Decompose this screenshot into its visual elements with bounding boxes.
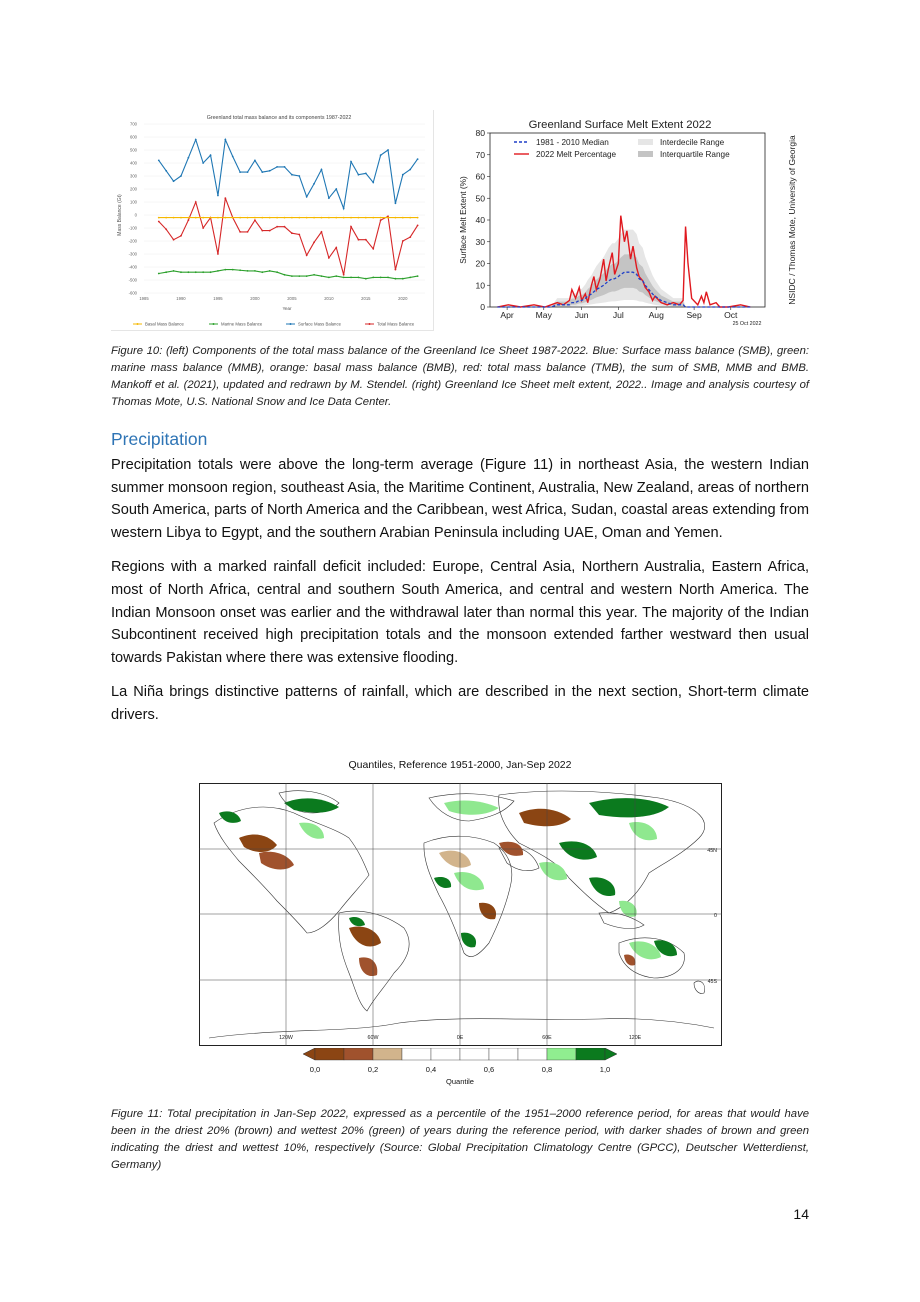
mb-xtick-label: 2020 — [398, 296, 408, 301]
basal-mass-balance-point — [269, 217, 271, 219]
total-mass-balance-point — [195, 201, 197, 203]
lon-label-120w: 120W — [279, 1035, 293, 1041]
basal-mass-balance-point — [165, 217, 167, 219]
melt-title: Greenland Surface Melt Extent 2022 — [528, 119, 712, 131]
marine-mass-balance-point — [158, 273, 160, 275]
basal-mass-balance-point — [239, 217, 241, 219]
mb-xtick-label: 1985 — [139, 296, 149, 301]
marine-mass-balance-point — [217, 270, 219, 272]
surface-mass-balance-point — [343, 208, 345, 210]
marine-mass-balance-point — [328, 277, 330, 279]
melt-legend-label: 2022 Melt Percentage — [536, 150, 617, 159]
basal-mass-balance-point — [380, 217, 382, 219]
melt-ylabel: Surface Melt Extent (%) — [458, 176, 468, 264]
total-mass-balance-point — [395, 269, 397, 271]
colorbar-svg — [300, 1048, 624, 1088]
melt-ytick-label: 30 — [475, 236, 485, 247]
paragraph-3: La Niña brings distinctive patterns of rainfall, which are described in the next section, Short-term climate drivers. — [111, 684, 809, 723]
basal-mass-balance-point — [417, 217, 419, 219]
total-mass-balance-point — [224, 197, 226, 199]
melt-legend — [514, 138, 730, 159]
surface-mass-balance-point — [395, 202, 397, 204]
marine-mass-balance-point — [187, 271, 189, 273]
mb-ytick-label: 400 — [130, 160, 137, 166]
surface-mass-balance-point — [173, 180, 175, 182]
lat-label-45s: 45S — [707, 979, 717, 985]
melt-credit: NSIDC / Thomas Mote, University of Georgia — [787, 135, 797, 305]
basal-mass-balance-point — [217, 217, 219, 219]
total-mass-balance-point — [409, 236, 411, 238]
total-mass-balance-point — [306, 254, 308, 256]
melt-xtick-label: Apr — [500, 310, 514, 320]
total-mass-balance-line — [159, 198, 418, 275]
lat-label-45n: 45N — [707, 848, 717, 854]
surface-mass-balance-point — [261, 171, 263, 173]
surface-mass-balance-point — [291, 174, 293, 176]
mb-ytick-label: -600 — [128, 290, 137, 296]
figure-11-map — [199, 783, 722, 1046]
total-mass-balance-point — [269, 230, 271, 232]
marine-mass-balance-point — [276, 271, 278, 273]
basal-mass-balance-point — [195, 217, 197, 219]
basal-mass-balance-point — [276, 217, 278, 219]
mb-xtick-label: 2015 — [361, 296, 371, 301]
basal-mass-balance-point — [298, 217, 300, 219]
total-mass-balance-point — [202, 227, 204, 229]
marine-mass-balance-point — [321, 275, 323, 277]
surface-mass-balance-point — [328, 197, 330, 199]
total-mass-balance-point — [350, 226, 352, 228]
basal-mass-balance-point — [254, 217, 256, 219]
mb-ytick-label: -300 — [128, 251, 137, 257]
melt-ytick-label: 70 — [475, 149, 485, 160]
mb-legend-label: Basal Mass Balance — [145, 321, 184, 327]
total-mass-balance-point — [261, 230, 263, 232]
mb-xtick-label: 2005 — [287, 296, 297, 301]
mb-xtick-label: 2000 — [250, 296, 260, 301]
basal-mass-balance-point — [158, 217, 160, 219]
colorbar-tick-1: 0,2 — [367, 1065, 379, 1074]
marine-mass-balance-point — [409, 277, 411, 279]
colorbar-segment — [431, 1048, 460, 1060]
lon-label-0e: 0E — [456, 1035, 464, 1041]
colorbar-segment — [576, 1048, 605, 1060]
mb-xtick-label: 2010 — [324, 296, 334, 301]
figure-10-caption-label: Figure 10 — [111, 345, 160, 357]
surface-mass-balance-point — [313, 183, 315, 185]
melt-ytick-label: 40 — [475, 215, 485, 225]
surface-mass-balance-point — [239, 171, 241, 173]
colorbar-tick-2: 0,4 — [425, 1065, 437, 1074]
surface-mass-balance-point — [321, 169, 323, 171]
precipitation-map — [199, 783, 722, 1046]
melt-xtick-label: Sep — [686, 310, 702, 320]
marine-mass-balance-line — [159, 270, 418, 279]
mb-legend-marker — [290, 323, 292, 325]
basal-mass-balance-point — [224, 217, 226, 219]
surface-mass-balance-point — [254, 160, 256, 162]
surface-mass-balance-point — [165, 170, 167, 172]
colorbar-segment — [373, 1048, 402, 1060]
total-mass-balance-point — [247, 231, 249, 233]
surface-mass-balance-point — [276, 166, 278, 168]
basal-mass-balance-point — [210, 217, 212, 219]
basal-mass-balance-point — [387, 217, 389, 219]
surface-mass-balance-point — [298, 175, 300, 177]
melt-date-label: 25 Oct 2022 — [732, 321, 762, 327]
mb-ytick-label: 0 — [134, 212, 137, 218]
mb-ytick-label: -400 — [128, 264, 137, 270]
colorbar-segment — [315, 1048, 344, 1060]
colorbar-tick-3: 0,6 — [483, 1065, 495, 1074]
figure-11-colorbar — [300, 1048, 624, 1088]
colorbar-tick-0: 0,0 — [309, 1065, 321, 1074]
surface-mass-balance-point — [358, 174, 360, 176]
basal-mass-balance-point — [321, 217, 323, 219]
melt-xtick-label: Jun — [574, 310, 589, 320]
paragraph-2: Regions with a marked rainfall deficit included: Europe, Central Asia, Northern Australia, Eastern Africa, most of North Africa, central and southern South America, and central and western North America. The Indian Monsoon onset was earlier and the withdrawal later than normal this year. The majority of the Indian Subcontinent received high precipitation totals and the monsoon extended farther westward then usual towards Pakistan where there was extensive flooding. — [111, 559, 809, 666]
mb-legend-marker — [137, 323, 139, 325]
surface-mass-balance-point — [180, 175, 182, 177]
lat-label-0: 0 — [714, 913, 717, 919]
total-mass-balance-point — [417, 225, 419, 227]
surface-mass-balance-point — [158, 160, 160, 162]
total-mass-balance-point — [358, 239, 360, 241]
surface-mass-balance-point — [284, 166, 286, 168]
marine-mass-balance-point — [224, 269, 226, 271]
figure-10-caption-text: : (left) Components of the total mass balance of the Greenland Ice Sheet 1987-2022. Blue: Surface mass balance (SMB), green: marine mass balance (MMB), orange: basal mass balance (BMB), red: total mass balance (TMB), the sum of SMB, MMB and BMB. Mankoff et al. (2021), updated and redrawn by M. Stendel. (right) Greenland Ice Sheet melt extent, 2022.. Image and analysis courtesy of Thomas Mote, U.S. National Snow and Ice Data Center. — [111, 345, 809, 408]
total-mass-balance-point — [180, 235, 182, 237]
marine-mass-balance-point — [269, 270, 271, 272]
basal-mass-balance-point — [247, 217, 249, 219]
marine-mass-balance-point — [387, 277, 389, 279]
figure-10-caption — [111, 343, 809, 411]
mass-balance-legend — [133, 322, 415, 327]
basal-mass-balance-point — [313, 217, 315, 219]
marine-mass-balance-point — [306, 275, 308, 277]
melt-ytick-label: 10 — [475, 280, 485, 291]
basal-mass-balance-point — [335, 217, 337, 219]
melt-ytick-label: 60 — [475, 171, 485, 182]
basal-mass-balance-point — [232, 217, 234, 219]
marine-mass-balance-point — [195, 271, 197, 273]
total-mass-balance-point — [291, 232, 293, 234]
surface-mass-balance-point — [195, 139, 197, 141]
surface-mass-balance-point — [187, 157, 189, 159]
lon-label-120e: 120E — [628, 1035, 642, 1041]
total-mass-balance-point — [372, 248, 374, 250]
mb-legend-label: Surface Mass Balance — [298, 321, 341, 327]
marine-mass-balance-point — [232, 269, 234, 271]
figure-10-left-panel — [111, 110, 434, 331]
marine-mass-balance-point — [173, 270, 175, 272]
section-body — [111, 454, 809, 727]
surface-mass-balance-point — [387, 149, 389, 151]
melt-xtick-label: Aug — [648, 310, 664, 320]
mass-balance-title: Greenland total mass balance and its components 1987-2022 — [206, 115, 352, 121]
marine-mass-balance-point — [365, 278, 367, 280]
melt-ytick-label: 80 — [475, 128, 485, 138]
melt-legend-swatch — [638, 139, 653, 145]
mb-ytick-label: 200 — [130, 186, 137, 192]
mb-ytick-label: -500 — [128, 277, 137, 283]
melt-legend-label: Interquartile Range — [660, 150, 730, 159]
surface-mass-balance-point — [335, 188, 337, 190]
melt-ytick-label: 20 — [475, 258, 485, 269]
surface-mass-balance-point — [210, 154, 212, 156]
marine-mass-balance-point — [313, 274, 315, 276]
mb-legend-label: Marine Mass Balance — [221, 321, 263, 327]
melt-legend-swatch — [638, 151, 653, 157]
melt-legend-label: Interdecile Range — [660, 138, 725, 147]
mb-ytick-label: -200 — [128, 238, 137, 244]
total-mass-balance-point — [380, 219, 382, 221]
total-mass-balance-point — [165, 228, 167, 230]
lon-label-60e: 60E — [542, 1035, 552, 1041]
basal-mass-balance-point — [409, 217, 411, 219]
melt-extent-chart — [452, 112, 808, 332]
surface-mass-balance-point — [372, 182, 374, 184]
colorbar-tick-4: 0,8 — [541, 1065, 553, 1074]
total-mass-balance-point — [158, 221, 160, 223]
mass-balance-chart — [111, 110, 433, 330]
colorbar-segments — [303, 1048, 617, 1060]
colorbar-segment — [402, 1048, 431, 1060]
marine-mass-balance-point — [202, 271, 204, 273]
marine-mass-balance-point — [298, 275, 300, 277]
surface-mass-balance-point — [247, 171, 249, 173]
total-mass-balance-point — [321, 231, 323, 233]
mb-xtick-label: 1990 — [176, 296, 186, 301]
total-mass-balance-point — [335, 247, 337, 249]
surface-mass-balance-point — [224, 139, 226, 141]
total-mass-balance-point — [276, 226, 278, 228]
total-mass-balance-point — [313, 241, 315, 243]
surface-mass-balance-point — [380, 154, 382, 156]
basal-mass-balance-point — [358, 217, 360, 219]
melt-xtick-label: Jul — [612, 310, 624, 320]
mb-legend-marker — [213, 323, 215, 325]
mb-ytick-label: 700 — [130, 121, 137, 127]
basal-mass-balance-point — [187, 217, 189, 219]
total-mass-balance-point — [402, 240, 404, 242]
mb-ytick-label: 300 — [130, 173, 137, 179]
basal-mass-balance-point — [402, 217, 404, 219]
marine-mass-balance-point — [210, 271, 212, 273]
marine-mass-balance-point — [291, 275, 293, 277]
colorbar-label: Quantile — [446, 1077, 474, 1086]
mass-balance-grid — [129, 122, 425, 302]
marine-mass-balance-point — [417, 275, 419, 277]
mb-legend-marker — [369, 323, 371, 325]
melt-xtick-label: Oct — [724, 310, 738, 320]
mb-ytick-label: -100 — [128, 225, 137, 231]
mb-ytick-label: 500 — [130, 147, 137, 153]
figure-11-caption: Figure 11: Total precipitation in Jan-Sep 2022, expressed as a percentile of the 1951–2000 reference period, for areas that would have been in the driest 20% (brown) and wettest 20% (green) of years during the reference period, with darker shades of brown and green indicating the driest and wettest 10%, respectively (Source: Global Precipitation Climatology Centre (GPCC), Deutscher Wetterdienst, Germany) — [111, 1108, 809, 1171]
marine-mass-balance-point — [343, 277, 345, 279]
total-mass-balance-point — [217, 253, 219, 255]
marine-mass-balance-point — [247, 270, 249, 272]
basal-mass-balance-point — [365, 217, 367, 219]
surface-mass-balance-point — [306, 196, 308, 198]
surface-mass-balance-point — [269, 170, 271, 172]
paragraph-1: Precipitation totals were above the long-term average (Figure 11) in northeast Asia, the western Indian summer monsoon region, southeast Asia, the Maritime Continent, Australia, New Zealand, areas of northern South America, parts of North America and the Caribbean, west Africa, Sudan, coastal areas extending from western Libya to Egypt, and the southern Arabian Peninsula including UAE, Oman and Yemen. — [111, 457, 809, 541]
marine-mass-balance-point — [350, 277, 352, 279]
marine-mass-balance-point — [239, 269, 241, 271]
page-number: 14 — [793, 1206, 809, 1222]
basal-mass-balance-point — [372, 217, 374, 219]
melt-xtick-label: May — [535, 310, 552, 320]
total-mass-balance-point — [254, 219, 256, 221]
mb-xtick-label: 1995 — [213, 296, 223, 301]
colorbar-segment — [547, 1048, 576, 1060]
total-mass-balance-point — [343, 274, 345, 276]
melt-ytick-label: 0 — [480, 302, 485, 312]
total-mass-balance-point — [284, 226, 286, 228]
surface-mass-balance-point — [402, 174, 404, 176]
mass-balance-xlabel: Year — [282, 306, 292, 311]
marine-mass-balance-point — [380, 277, 382, 279]
basal-mass-balance-point — [306, 217, 308, 219]
total-mass-balance-point — [239, 231, 241, 233]
figure-11-title: Quantiles, Reference 1951-2000, Jan-Sep 2022 — [348, 759, 572, 771]
basal-mass-balance-point — [202, 217, 204, 219]
total-mass-balance-point — [187, 219, 189, 221]
mass-balance-ylabel: Mass Balance (Gt) — [117, 194, 123, 236]
colorbar-ticks — [310, 1065, 610, 1086]
colorbar-min-arrow — [303, 1048, 315, 1060]
section-heading: Precipitation — [111, 429, 208, 449]
surface-mass-balance-point — [202, 162, 204, 164]
surface-mass-balance-point — [232, 156, 234, 158]
mass-balance-series — [158, 139, 419, 280]
colorbar-max-arrow — [605, 1048, 617, 1060]
surface-mass-balance-point — [217, 195, 219, 197]
colorbar-segment — [460, 1048, 489, 1060]
surface-mass-balance-point — [365, 173, 367, 175]
basal-mass-balance-point — [284, 217, 286, 219]
marine-mass-balance-point — [395, 278, 397, 280]
marine-mass-balance-point — [165, 271, 167, 273]
marine-mass-balance-point — [180, 271, 182, 273]
mb-ytick-label: 600 — [130, 134, 137, 140]
marine-mass-balance-point — [254, 270, 256, 272]
colorbar-segment — [344, 1048, 373, 1060]
basal-mass-balance-point — [328, 217, 330, 219]
colorbar-segment — [518, 1048, 547, 1060]
marine-mass-balance-point — [261, 271, 263, 273]
total-mass-balance-point — [328, 257, 330, 259]
marine-mass-balance-point — [358, 277, 360, 279]
melt-ytick-label: 50 — [475, 193, 485, 204]
figure-10-right-panel — [452, 112, 808, 332]
melt-legend-label: 1981 - 2010 Median — [536, 138, 609, 147]
basal-mass-balance-point — [350, 217, 352, 219]
total-mass-balance-point — [173, 239, 175, 241]
total-mass-balance-point — [298, 234, 300, 236]
basal-mass-balance-point — [343, 217, 345, 219]
total-mass-balance-point — [365, 239, 367, 241]
basal-mass-balance-point — [173, 217, 175, 219]
lon-label-60w: 60W — [367, 1035, 379, 1041]
marine-mass-balance-point — [402, 278, 404, 280]
basal-mass-balance-point — [291, 217, 293, 219]
colorbar-segment — [489, 1048, 518, 1060]
surface-mass-balance-point — [350, 161, 352, 163]
mb-legend-label: Total Mass Balance — [377, 321, 415, 327]
surface-mass-balance-point — [409, 169, 411, 171]
basal-mass-balance-point — [395, 217, 397, 219]
basal-mass-balance-point — [180, 217, 182, 219]
surface-mass-balance-point — [417, 158, 419, 160]
marine-mass-balance-point — [335, 275, 337, 277]
marine-mass-balance-point — [372, 277, 374, 279]
mb-ytick-label: 100 — [130, 199, 137, 205]
basal-mass-balance-point — [261, 217, 263, 219]
marine-mass-balance-point — [284, 274, 286, 276]
colorbar-tick-5: 1,0 — [599, 1065, 611, 1074]
